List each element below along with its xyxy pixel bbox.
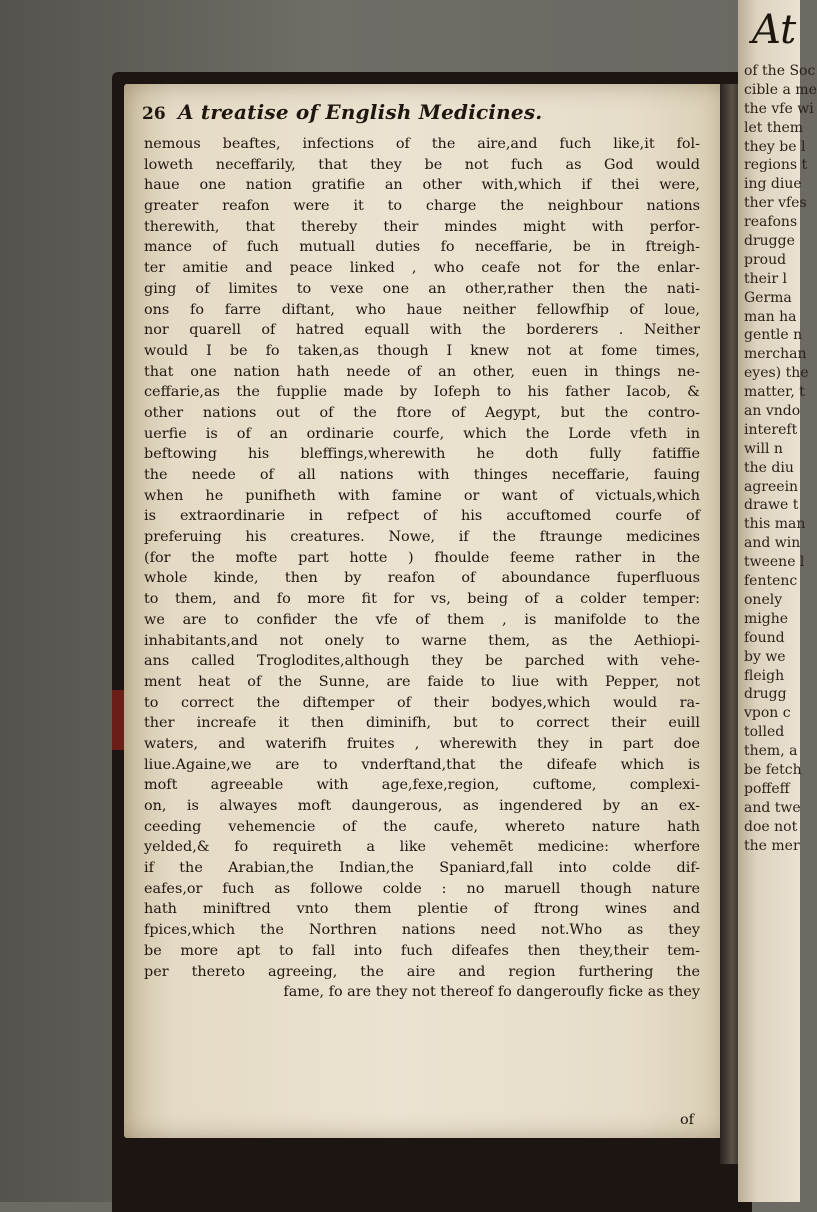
running-title: A treatise of English Medicines. [178, 100, 543, 124]
text-line: would I be fo taken,as though I knew not at fome times, [144, 342, 700, 359]
facing-line: tolled [744, 724, 785, 741]
text-line: inhabitants,and not onely to warne them, as the Aethiopi- [144, 632, 700, 649]
facing-line: the diu [744, 459, 794, 476]
text-line: ceeding vehemencie of the caufe, whereto nature hath [144, 818, 700, 835]
text-line: whole kinde, then by reafon of aboundance fuperfluous [144, 570, 700, 587]
page-content [140, 100, 710, 1003]
facing-line: onely [744, 591, 783, 608]
text-line: we are to confider the vfe of them , is manifolde to the [144, 611, 700, 628]
text-line: fame, fo are they not thereof fo dangeroufly ficke as they [283, 984, 700, 1001]
text-line: loweth neceffarily, that they be not fuch as God would [144, 156, 700, 173]
page-header [140, 100, 710, 130]
facing-line: cible a me [744, 81, 817, 98]
text-line: ther increafe it then diminifh, but to correct their euill [144, 715, 700, 732]
facing-line: and twe [744, 799, 801, 816]
facing-line: man ha [744, 308, 797, 325]
facing-line: regions t [744, 157, 808, 174]
facing-line: and win [744, 535, 801, 552]
text-line: on, is alwayes moft daungerous, as ingendered by an ex- [144, 798, 700, 814]
text-line: ment heat of the Sunne, are faide to liue with Pepper, not [144, 673, 700, 690]
text-line: yelded,& fo requireth a like vehemēt medicine: wherfore [144, 839, 700, 856]
text-line: uerfie is of an ordinarie courfe, which the Lorde vfeth in [144, 425, 700, 442]
text-line: beftowing his bleffings,wherewith he doth fully fatiffie [144, 446, 700, 463]
facing-line: intereft [744, 421, 798, 438]
facing-line: ther vfes [744, 195, 807, 212]
facing-line: eyes) the [744, 365, 809, 382]
facing-line: drugg [744, 686, 787, 703]
facing-line: the vfe wi [744, 100, 814, 117]
text-line: nor quarell of hatred equall with the borderers . Neither [144, 322, 700, 339]
facing-line: let them [744, 119, 804, 136]
text-line: when he punifheth with famine or want of victuals,which [144, 487, 700, 504]
text-line: mance of fuch mutuall duties fo neceffarie, be in ftreigh- [144, 239, 700, 256]
facing-line: an vndo [744, 403, 801, 420]
facing-page-heading: At [752, 7, 797, 53]
text-line: eafes,or fuch as followe colde : no maruell though nature [144, 880, 700, 897]
text-line: greater reafon were it to charge the neighbour nations [144, 198, 700, 215]
text-line: ons fo farre diftant, who haue neither fellowfhip of loue, [144, 301, 700, 318]
facing-line: drawe t [744, 497, 799, 514]
text-line: to them, and fo more fit for vs, being of a colder temper: [144, 591, 700, 608]
text-line: is extraordinarie in refpect of his accuftomed courfe of [144, 508, 700, 525]
facing-line: poffeff [744, 780, 790, 797]
facing-line: reafons [744, 214, 798, 231]
text-line: preferuing his creatures. Nowe, if the ftraunge medicines [144, 529, 700, 546]
facing-line: drugge [744, 233, 795, 250]
text-line: ter amitie and peace linked , who ceafe not for the enlar- [144, 260, 700, 277]
text-line: haue one nation gratifie an other with,which if thei were, [144, 177, 700, 194]
facing-line: will n [744, 440, 783, 457]
facing-line: merchan [744, 346, 807, 363]
text-line: ceffarie,as the fupplie made by Iofeph to his father Iacob, & [144, 384, 700, 401]
text-line: moft agreeable with age,fexe,region, cuftome, complexi- [144, 777, 700, 794]
facing-line: fentenc [744, 573, 798, 590]
facing-line: ing diue [744, 176, 802, 193]
text-line: to correct the diftemper of their bodyes,which would ra- [144, 694, 700, 711]
facing-line: doe not [744, 818, 798, 835]
text-line: waters, and waterifh fruites , wherewith they in part doe [144, 735, 700, 752]
facing-line: found [744, 629, 785, 646]
text-line: that one nation hath neede of an other, euen in things ne- [144, 363, 700, 380]
facing-line: they be l [744, 138, 806, 155]
text-line: be more apt to fall into fuch difeafes then they,their tem- [144, 942, 700, 959]
text-line: (for the mofte part hotte ) fhoulde feeme rather in the [144, 549, 700, 566]
facing-line: matter, t [744, 384, 805, 401]
facing-line: Germa [744, 289, 792, 306]
facing-line: them, a [744, 743, 798, 760]
facing-line: proud [744, 251, 787, 268]
facing-page [738, 0, 817, 1202]
facing-line: by we [744, 648, 786, 665]
facing-line: vpon c [744, 705, 791, 722]
page-number: 26 [142, 104, 166, 124]
text-line: hath miniftred vnto them plentie of ftrong wines and [144, 901, 700, 918]
facing-line: tweene l [744, 554, 805, 571]
catchword: of [680, 1112, 694, 1128]
book-gutter [720, 84, 740, 1164]
facing-line: of the Soc [744, 63, 816, 79]
facing-line: mighe [744, 610, 789, 627]
facing-page-text [744, 62, 817, 855]
facing-line: fleigh [744, 667, 785, 684]
facing-line: their l [744, 270, 788, 287]
text-line: nemous beaftes, infections of the aire,and fuch like,it fol- [144, 136, 700, 152]
facing-line: the mer [744, 837, 800, 854]
facing-line: gentle n [744, 327, 803, 344]
text-line: per thereto agreeing, the aire and region furthering the [144, 963, 700, 980]
facing-line: be fetch [744, 761, 802, 778]
text-line: fpices,which the Northren nations need not.Who as they [144, 922, 700, 939]
text-line: other nations out of the ftore of Aegypt, but the contro- [144, 404, 700, 421]
text-line: the neede of all nations with thinges neceffarie, fauing [144, 467, 700, 483]
facing-line: agreein [744, 478, 799, 495]
text-line: therewith, that thereby their mindes might with perfor- [144, 218, 700, 235]
text-line: ging of limites to vexe one an other,rather then the nati- [144, 280, 700, 297]
text-line: ans called Troglodites,although they be parched with vehe- [144, 653, 700, 670]
body-text [140, 134, 710, 1003]
facing-line: this man [744, 516, 806, 533]
text-line: if the Arabian,the Indian,the Spaniard,fall into colde dif- [144, 860, 700, 877]
text-line: liue.Againe,we are to vnderftand,that the difeafe which is [144, 756, 700, 773]
